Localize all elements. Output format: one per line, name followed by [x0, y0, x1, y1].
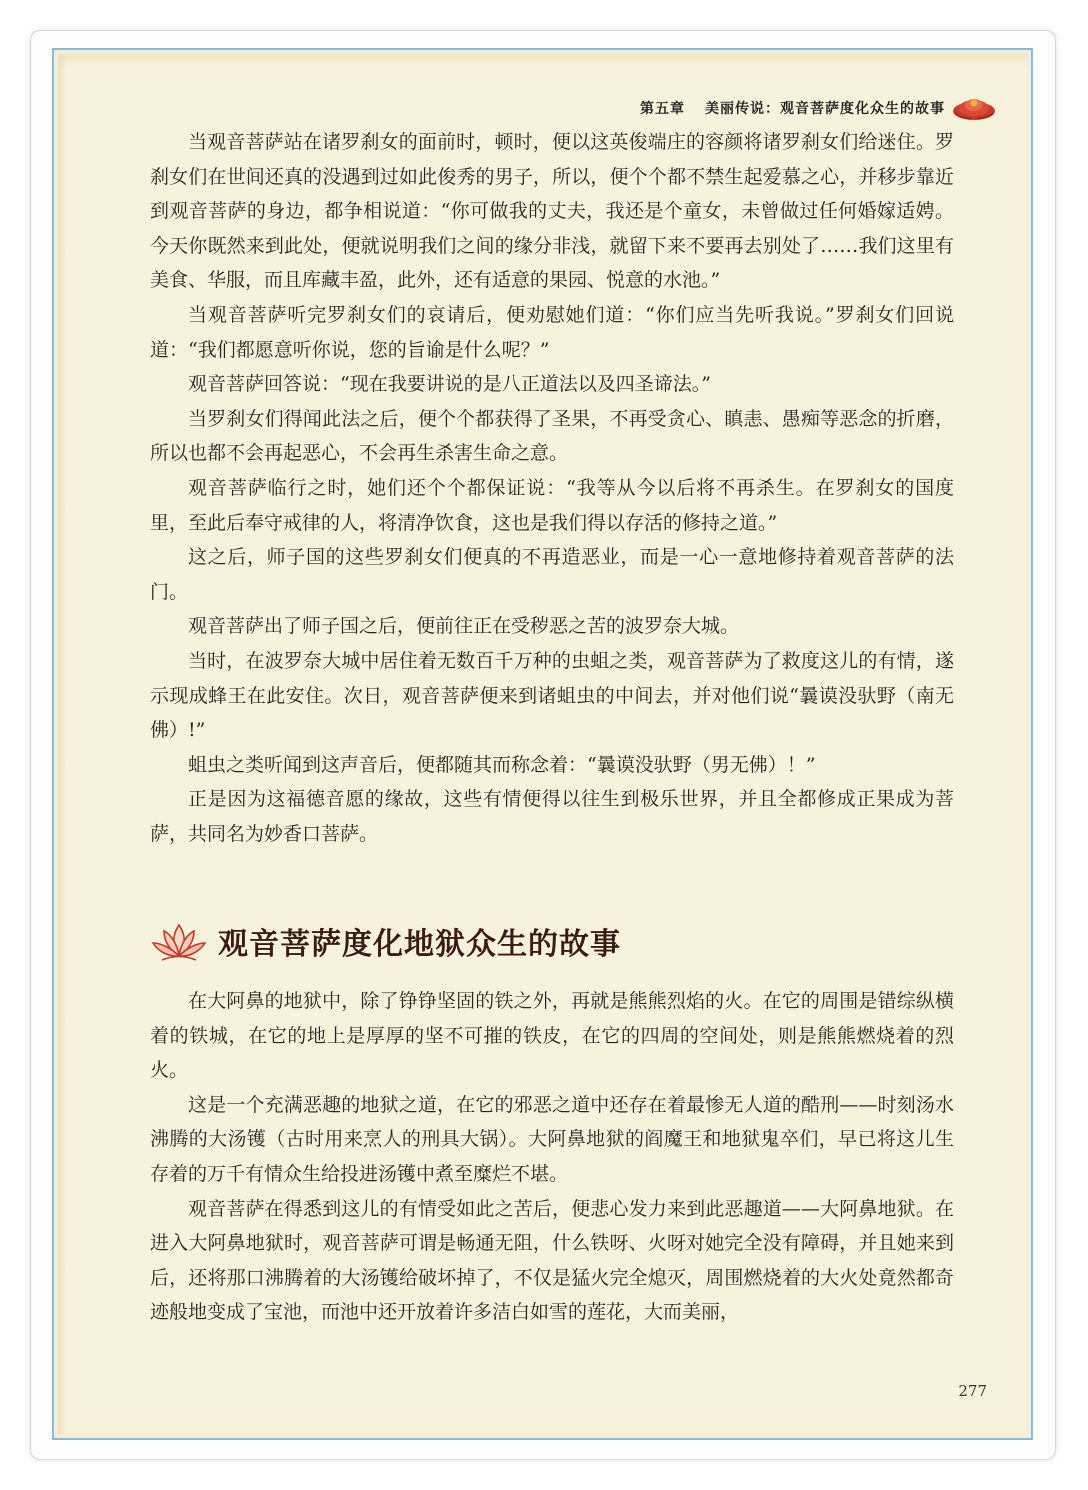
running-head-title: 美丽传说：观音菩萨度化众生的故事: [705, 101, 945, 117]
section-title: 观音菩萨度化地狱众生的故事: [218, 927, 621, 962]
paragraph: 观音菩萨出了师子国之后，便前往正在受秽恶之苦的波罗奈大城。: [188, 615, 740, 638]
paragraph: 这之后，师子国的这些罗刹女们便真的不再造恶业，而是一心一意地修持着观音菩萨的法门。: [150, 546, 954, 603]
paragraph: 观音菩萨在得悉到这儿的有情受如此之苦后，便悲心发力来到此恶趣道——大阿鼻地狱。在进入大阿鼻地狱时，观音菩萨可谓是畅通无阻，什么铁呀、火呀对她完全没有障碍，并且她来到后，还将那口沸腾着的大汤镬给破坏掉了，不仅是猛火完全熄灭，周围燃烧着的大火处竟然都奇迹般地变成了宝池，而池中还开放着许多洁白如雪的莲花，大而美丽，: [150, 1197, 954, 1324]
running-head-chapter: 第五章: [640, 101, 685, 117]
paragraph: 观音菩萨临行之时，她们还个个都保证说：“我等从今以后将不再杀生。在罗刹女的国度里，至此后奉守戒律的人，将清净饮食，这也是我们得以存活的修持之道。”: [150, 476, 954, 534]
paragraph: 正是因为这福德音愿的缘故，这些有情便得以往生到极乐世界，并且全都修成正果成为菩萨，共同名为妙香口菩萨。: [150, 788, 954, 845]
paragraph: 当观音菩萨站在诸罗刹女的面前时，顿时，便以这英俊端庄的容颜将诸罗刹女们给迷住。罗刹女们在世间还真的没遇到过如此俊秀的男子，所以，便个个都不禁生起爱慕之心，并移步靠近到观音菩萨的身边，都争相说道：“你可做我的丈夫，我还是个童女，未曾做过任何婚嫁适娉。今天你既然来到此处，便就说明我们之间的缘分非浅，就留下来不要再去别处了……我们这里有美食、华服，而且库藏丰盈，此外，还有适意的果园、悦意的水池。”: [150, 131, 954, 292]
section-heading: [150, 919, 621, 963]
paragraph: 当罗刹女们得闻此法之后，便个个都获得了圣果，不再受贪心、瞋恚、愚痴等恶念的折磨，所以也都不会再起恶心，不会再生杀害生命之意。: [150, 407, 954, 465]
page-number: 277: [958, 1382, 987, 1400]
paragraph: 当观音菩萨听完罗刹女们的哀请后，便劝慰她们道：“你们应当先听我说。”罗刹女们回说道：“我们都愿意听你说，您的旨谕是什么呢？”: [150, 303, 954, 361]
body-text-top: [150, 125, 954, 851]
paragraph: 蛆虫之类听闻到这声音后，便都随其而称念着：“曩谟没驮野（男无佛）！”: [188, 753, 816, 776]
paragraph: 这是一个充满恶趣的地狱之道，在它的邪恶之道中还存在着最惨无人道的酷刑——时刻汤水沸腾的大汤镬（古时用来烹人的刑具大锅）。大阿鼻地狱的阎魔王和地狱鬼卒们，早已将这儿生存着的万千有情众生给投进汤镬中煮至糜烂不堪。: [150, 1093, 954, 1185]
running-head: [640, 94, 997, 122]
paragraph: 当时，在波罗奈大城中居住着无数百千万种的虫蛆之类，观音菩萨为了救度这儿的有情，遂示现成蜂王在此安住。次日，观音菩萨便来到诸蛆虫的中间去，并对他们说“曩谟没驮野（南无佛）!”: [150, 649, 954, 742]
body-text-bottom: [150, 984, 954, 1330]
peony-icon: [951, 94, 997, 122]
book-page: [58, 54, 1027, 1434]
lotus-icon: [150, 919, 208, 963]
paragraph: 观音菩萨回答说：“现在我要讲说的是八正道法以及四圣谛法。”: [188, 373, 711, 396]
paragraph: 在大阿鼻的地狱中，除了铮铮坚固的铁之外，再就是熊熊烈焰的火。在它的周围是错综纵横着的铁城，在它的地上是厚厚的坚不可摧的铁皮，在它的四周的空间处，则是熊熊燃烧着的烈火。: [150, 990, 954, 1082]
